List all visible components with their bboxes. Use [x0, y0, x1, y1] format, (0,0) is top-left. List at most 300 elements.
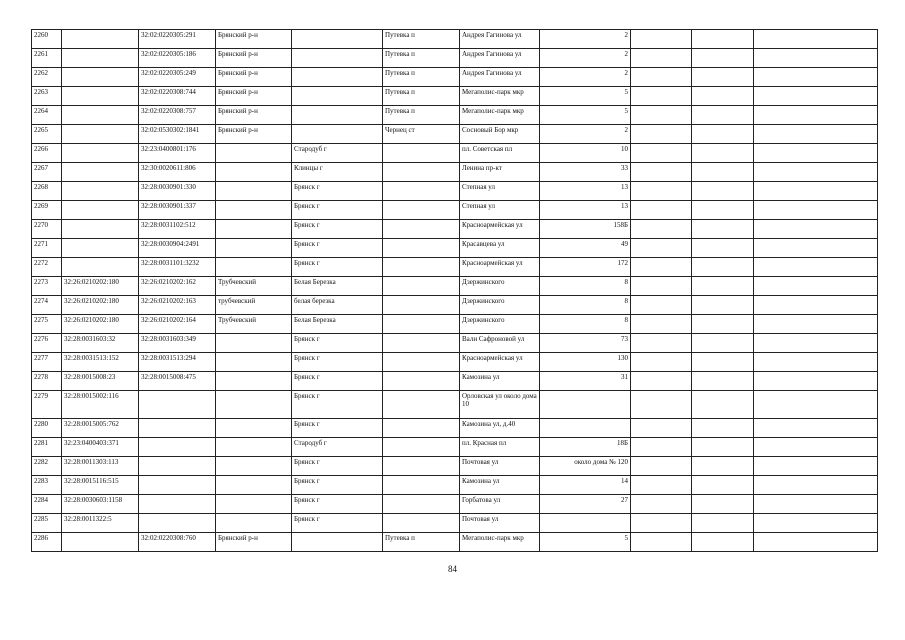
row-number-cell: 2271	[32, 239, 62, 258]
object-cadastral-number-cell	[139, 419, 216, 438]
street-cell: Дзержинского	[460, 277, 540, 296]
extra-col-3-cell	[754, 125, 878, 144]
table-row	[32, 163, 878, 182]
settlement-cell	[383, 438, 460, 457]
settlement-cell: Путевка п	[383, 106, 460, 125]
extra-col-2-cell	[692, 201, 754, 220]
house-number-cell: 5	[540, 106, 631, 125]
city-cell: Брянск г	[292, 220, 383, 239]
table-row	[32, 49, 878, 68]
extra-col-2-cell	[692, 182, 754, 201]
extra-col-3-cell	[754, 372, 878, 391]
land-cadastral-number-cell: 32:28:0015116:515	[62, 476, 139, 495]
extra-col-2-cell	[692, 68, 754, 87]
house-number-cell: 172	[540, 258, 631, 277]
district-cell: Брянский р-н	[216, 49, 292, 68]
extra-col-1-cell	[631, 220, 692, 239]
district-cell	[216, 258, 292, 277]
house-number-cell: 2	[540, 49, 631, 68]
extra-col-1-cell	[631, 457, 692, 476]
extra-col-1-cell	[631, 87, 692, 106]
object-cadastral-number-cell: 32:26:0210202:164	[139, 315, 216, 334]
extra-col-2-cell	[692, 277, 754, 296]
extra-col-3-cell	[754, 296, 878, 315]
object-cadastral-number-cell	[139, 476, 216, 495]
row-number-cell: 2273	[32, 277, 62, 296]
table-row	[32, 457, 878, 476]
address-registry-table	[31, 29, 878, 552]
extra-col-3-cell	[754, 30, 878, 49]
city-cell	[292, 106, 383, 125]
table-row	[32, 182, 878, 201]
street-cell: Дзержинского	[460, 296, 540, 315]
land-cadastral-number-cell: 32:26:0210202:180	[62, 296, 139, 315]
table-row	[32, 144, 878, 163]
street-cell: пл. Красная пл	[460, 438, 540, 457]
land-cadastral-number-cell: 32:28:0015002:116	[62, 391, 139, 419]
district-cell	[216, 334, 292, 353]
row-number-cell: 2274	[32, 296, 62, 315]
street-cell: Почтовая ул	[460, 514, 540, 533]
extra-col-3-cell	[754, 49, 878, 68]
extra-col-3-cell	[754, 353, 878, 372]
extra-col-2-cell	[692, 30, 754, 49]
object-cadastral-number-cell	[139, 457, 216, 476]
extra-col-3-cell	[754, 201, 878, 220]
table-row	[32, 296, 878, 315]
house-number-cell: 8	[540, 315, 631, 334]
street-cell: Степная ул	[460, 201, 540, 220]
land-cadastral-number-cell: 32:23:0400403:371	[62, 438, 139, 457]
extra-col-2-cell	[692, 220, 754, 239]
street-cell: Почтовая ул	[460, 457, 540, 476]
house-number-cell: 49	[540, 239, 631, 258]
house-number-cell: 13	[540, 182, 631, 201]
extra-col-3-cell	[754, 239, 878, 258]
street-cell: Красавцева ул	[460, 239, 540, 258]
extra-col-1-cell	[631, 68, 692, 87]
land-cadastral-number-cell	[62, 220, 139, 239]
row-number-cell: 2286	[32, 533, 62, 552]
table-row	[32, 30, 878, 49]
settlement-cell	[383, 419, 460, 438]
row-number-cell: 2281	[32, 438, 62, 457]
land-cadastral-number-cell: 32:28:0031603:32	[62, 334, 139, 353]
extra-col-1-cell	[631, 419, 692, 438]
extra-col-1-cell	[631, 438, 692, 457]
object-cadastral-number-cell	[139, 495, 216, 514]
city-cell: Белая Березка	[292, 315, 383, 334]
extra-col-2-cell	[692, 258, 754, 277]
extra-col-2-cell	[692, 106, 754, 125]
extra-col-2-cell	[692, 438, 754, 457]
row-number-cell: 2279	[32, 391, 62, 419]
table-row	[32, 239, 878, 258]
settlement-cell	[383, 144, 460, 163]
object-cadastral-number-cell: 32:28:0031101:3232	[139, 258, 216, 277]
extra-col-2-cell	[692, 476, 754, 495]
object-cadastral-number-cell: 32:23:0400801:176	[139, 144, 216, 163]
district-cell	[216, 495, 292, 514]
object-cadastral-number-cell: 32:28:0031513:294	[139, 353, 216, 372]
extra-col-2-cell	[692, 49, 754, 68]
row-number-cell: 2266	[32, 144, 62, 163]
row-number-cell: 2272	[32, 258, 62, 277]
settlement-cell	[383, 258, 460, 277]
district-cell	[216, 144, 292, 163]
row-number-cell: 2283	[32, 476, 62, 495]
settlement-cell: Путевка п	[383, 49, 460, 68]
table-row	[32, 87, 878, 106]
street-cell: Ленина пр-кт	[460, 163, 540, 182]
street-cell: Сосновый Бор мкр	[460, 125, 540, 144]
district-cell: Брянский р-н	[216, 87, 292, 106]
street-cell: Камозина ул	[460, 476, 540, 495]
land-cadastral-number-cell: 32:26:0210202:180	[62, 315, 139, 334]
land-cadastral-number-cell	[62, 533, 139, 552]
city-cell	[292, 30, 383, 49]
city-cell	[292, 125, 383, 144]
district-cell	[216, 353, 292, 372]
row-number-cell: 2285	[32, 514, 62, 533]
extra-col-2-cell	[692, 495, 754, 514]
extra-col-1-cell	[631, 391, 692, 419]
row-number-cell: 2276	[32, 334, 62, 353]
extra-col-2-cell	[692, 125, 754, 144]
object-cadastral-number-cell: 32:02:0530302:1841	[139, 125, 216, 144]
land-cadastral-number-cell	[62, 125, 139, 144]
city-cell: Стародуб г	[292, 144, 383, 163]
extra-col-1-cell	[631, 372, 692, 391]
settlement-cell	[383, 514, 460, 533]
street-cell: Андрея Гагинова ул	[460, 49, 540, 68]
district-cell	[216, 514, 292, 533]
city-cell: Брянск г	[292, 419, 383, 438]
extra-col-3-cell	[754, 182, 878, 201]
city-cell: Брянск г	[292, 457, 383, 476]
street-cell: Андрея Гагинова ул	[460, 68, 540, 87]
extra-col-2-cell	[692, 514, 754, 533]
row-number-cell: 2265	[32, 125, 62, 144]
settlement-cell	[383, 391, 460, 419]
row-number-cell: 2282	[32, 457, 62, 476]
extra-col-2-cell	[692, 372, 754, 391]
district-cell	[216, 457, 292, 476]
city-cell: Брянск г	[292, 514, 383, 533]
city-cell	[292, 87, 383, 106]
extra-col-1-cell	[631, 315, 692, 334]
house-number-cell	[540, 419, 631, 438]
table-row	[32, 201, 878, 220]
extra-col-2-cell	[692, 391, 754, 419]
city-cell	[292, 68, 383, 87]
district-cell	[216, 239, 292, 258]
extra-col-2-cell	[692, 144, 754, 163]
extra-col-2-cell	[692, 163, 754, 182]
table-row	[32, 391, 878, 419]
extra-col-3-cell	[754, 476, 878, 495]
object-cadastral-number-cell	[139, 514, 216, 533]
extra-col-2-cell	[692, 87, 754, 106]
table-row	[32, 315, 878, 334]
table-row	[32, 476, 878, 495]
object-cadastral-number-cell: 32:28:0031102:512	[139, 220, 216, 239]
settlement-cell	[383, 476, 460, 495]
row-number-cell: 2270	[32, 220, 62, 239]
district-cell	[216, 201, 292, 220]
settlement-cell	[383, 353, 460, 372]
extra-col-1-cell	[631, 106, 692, 125]
extra-col-2-cell	[692, 315, 754, 334]
city-cell: Брянск г	[292, 353, 383, 372]
extra-col-3-cell	[754, 87, 878, 106]
land-cadastral-number-cell	[62, 201, 139, 220]
extra-col-1-cell	[631, 144, 692, 163]
table-row	[32, 277, 878, 296]
settlement-cell: Путевка п	[383, 87, 460, 106]
settlement-cell	[383, 163, 460, 182]
land-cadastral-number-cell: 32:28:0030603:1158	[62, 495, 139, 514]
table-row	[32, 353, 878, 372]
extra-col-1-cell	[631, 353, 692, 372]
object-cadastral-number-cell: 32:02:0220308:744	[139, 87, 216, 106]
land-cadastral-number-cell	[62, 30, 139, 49]
street-cell: Андрея Гагинова ул	[460, 30, 540, 49]
object-cadastral-number-cell: 32:26:0210202:163	[139, 296, 216, 315]
land-cadastral-number-cell: 32:26:0210202:180	[62, 277, 139, 296]
settlement-cell	[383, 315, 460, 334]
city-cell: Белая Березка	[292, 277, 383, 296]
street-cell: Камозина ул, д.40	[460, 419, 540, 438]
extra-col-3-cell	[754, 163, 878, 182]
table-row	[32, 220, 878, 239]
street-cell: Красноармейская ул	[460, 353, 540, 372]
row-number-cell: 2268	[32, 182, 62, 201]
extra-col-1-cell	[631, 49, 692, 68]
settlement-cell	[383, 372, 460, 391]
object-cadastral-number-cell: 32:02:0220308:760	[139, 533, 216, 552]
table-row	[32, 438, 878, 457]
extra-col-3-cell	[754, 495, 878, 514]
settlement-cell: Чернец ст	[383, 125, 460, 144]
street-cell: Камозина ул	[460, 372, 540, 391]
extra-col-3-cell	[754, 419, 878, 438]
city-cell: Брянск г	[292, 391, 383, 419]
extra-col-1-cell	[631, 258, 692, 277]
house-number-cell: 31	[540, 372, 631, 391]
city-cell: Брянск г	[292, 239, 383, 258]
table-row	[32, 68, 878, 87]
table-row	[32, 334, 878, 353]
house-number-cell: 2	[540, 30, 631, 49]
house-number-cell: 14	[540, 476, 631, 495]
house-number-cell: 5	[540, 533, 631, 552]
street-cell: Горбатова ул	[460, 495, 540, 514]
settlement-cell	[383, 334, 460, 353]
row-number-cell: 2277	[32, 353, 62, 372]
city-cell	[292, 533, 383, 552]
extra-col-1-cell	[631, 30, 692, 49]
city-cell: белая березка	[292, 296, 383, 315]
land-cadastral-number-cell	[62, 49, 139, 68]
object-cadastral-number-cell: 32:30:0020611:806	[139, 163, 216, 182]
settlement-cell	[383, 277, 460, 296]
table-body	[32, 30, 878, 552]
house-number-cell: 2	[540, 125, 631, 144]
land-cadastral-number-cell: 32:28:0015008:23	[62, 372, 139, 391]
extra-col-3-cell	[754, 334, 878, 353]
extra-col-1-cell	[631, 239, 692, 258]
settlement-cell	[383, 239, 460, 258]
extra-col-1-cell	[631, 495, 692, 514]
district-cell: Брянский р-н	[216, 533, 292, 552]
row-number-cell: 2260	[32, 30, 62, 49]
district-cell: Трубчевский	[216, 315, 292, 334]
extra-col-1-cell	[631, 201, 692, 220]
extra-col-3-cell	[754, 514, 878, 533]
land-cadastral-number-cell	[62, 163, 139, 182]
house-number-cell: 13	[540, 201, 631, 220]
extra-col-1-cell	[631, 476, 692, 495]
row-number-cell: 2278	[32, 372, 62, 391]
settlement-cell	[383, 495, 460, 514]
house-number-cell: 33	[540, 163, 631, 182]
extra-col-1-cell	[631, 182, 692, 201]
table-row	[32, 533, 878, 552]
house-number-cell: 8	[540, 296, 631, 315]
object-cadastral-number-cell: 32:26:0210202:162	[139, 277, 216, 296]
city-cell	[292, 49, 383, 68]
city-cell: Брянск г	[292, 201, 383, 220]
object-cadastral-number-cell	[139, 438, 216, 457]
table-row	[32, 419, 878, 438]
house-number-cell: около дома № 120	[540, 457, 631, 476]
extra-col-3-cell	[754, 438, 878, 457]
row-number-cell: 2280	[32, 419, 62, 438]
district-cell	[216, 391, 292, 419]
table-row	[32, 514, 878, 533]
house-number-cell: 27	[540, 495, 631, 514]
settlement-cell	[383, 457, 460, 476]
row-number-cell: 2275	[32, 315, 62, 334]
district-cell	[216, 163, 292, 182]
extra-col-3-cell	[754, 258, 878, 277]
extra-col-2-cell	[692, 296, 754, 315]
street-cell: Красноармейская ул	[460, 258, 540, 277]
extra-col-2-cell	[692, 533, 754, 552]
page-number: 84	[448, 564, 457, 574]
settlement-cell: Путевка п	[383, 30, 460, 49]
street-cell: Мегаполис-парк мкр	[460, 533, 540, 552]
land-cadastral-number-cell: 32:28:0011303:113	[62, 457, 139, 476]
city-cell: Клинцы г	[292, 163, 383, 182]
street-cell: Дзержинского	[460, 315, 540, 334]
land-cadastral-number-cell	[62, 144, 139, 163]
settlement-cell	[383, 182, 460, 201]
extra-col-1-cell	[631, 296, 692, 315]
table-row	[32, 372, 878, 391]
extra-col-2-cell	[692, 419, 754, 438]
city-cell: Брянск г	[292, 476, 383, 495]
object-cadastral-number-cell: 32:28:0030904:2491	[139, 239, 216, 258]
house-number-cell: 130	[540, 353, 631, 372]
extra-col-3-cell	[754, 533, 878, 552]
land-cadastral-number-cell	[62, 87, 139, 106]
district-cell	[216, 419, 292, 438]
settlement-cell	[383, 296, 460, 315]
extra-col-3-cell	[754, 391, 878, 419]
settlement-cell	[383, 220, 460, 239]
row-number-cell: 2261	[32, 49, 62, 68]
extra-col-3-cell	[754, 106, 878, 125]
street-cell: Орловская ул около дома 10	[460, 391, 540, 419]
extra-col-3-cell	[754, 220, 878, 239]
district-cell	[216, 182, 292, 201]
object-cadastral-number-cell: 32:28:0030901:337	[139, 201, 216, 220]
house-number-cell	[540, 391, 631, 419]
row-number-cell: 2264	[32, 106, 62, 125]
extra-col-3-cell	[754, 277, 878, 296]
object-cadastral-number-cell: 32:28:0030901:330	[139, 182, 216, 201]
land-cadastral-number-cell	[62, 258, 139, 277]
city-cell: Брянск г	[292, 334, 383, 353]
house-number-cell: 5	[540, 87, 631, 106]
extra-col-1-cell	[631, 163, 692, 182]
district-cell: Трубчевский	[216, 277, 292, 296]
extra-col-2-cell	[692, 353, 754, 372]
table-row	[32, 106, 878, 125]
city-cell: Брянск г	[292, 372, 383, 391]
house-number-cell: 18Б	[540, 438, 631, 457]
house-number-cell: 8	[540, 277, 631, 296]
settlement-cell: Путевка п	[383, 68, 460, 87]
row-number-cell: 2269	[32, 201, 62, 220]
row-number-cell: 2267	[32, 163, 62, 182]
street-cell: Вали Сафроновой ул	[460, 334, 540, 353]
row-number-cell: 2263	[32, 87, 62, 106]
table-row	[32, 125, 878, 144]
settlement-cell: Путевка п	[383, 533, 460, 552]
land-cadastral-number-cell: 32:28:0031513:152	[62, 353, 139, 372]
city-cell: Стародуб г	[292, 438, 383, 457]
city-cell: Брянск г	[292, 258, 383, 277]
street-cell: пл. Советская пл	[460, 144, 540, 163]
extra-col-3-cell	[754, 144, 878, 163]
object-cadastral-number-cell: 32:02:0220308:757	[139, 106, 216, 125]
street-cell: Красноармейская ул	[460, 220, 540, 239]
land-cadastral-number-cell: 32:28:0015005:762	[62, 419, 139, 438]
extra-col-2-cell	[692, 334, 754, 353]
house-number-cell: 2	[540, 68, 631, 87]
city-cell: Брянск г	[292, 495, 383, 514]
land-cadastral-number-cell	[62, 182, 139, 201]
object-cadastral-number-cell	[139, 391, 216, 419]
street-cell: Степная ул	[460, 182, 540, 201]
district-cell: Брянский р-н	[216, 68, 292, 87]
house-number-cell: 73	[540, 334, 631, 353]
city-cell: Брянск г	[292, 182, 383, 201]
table-row	[32, 495, 878, 514]
land-cadastral-number-cell	[62, 106, 139, 125]
house-number-cell: 10	[540, 144, 631, 163]
object-cadastral-number-cell: 32:02:0220305:186	[139, 49, 216, 68]
land-cadastral-number-cell	[62, 68, 139, 87]
extra-col-1-cell	[631, 533, 692, 552]
extra-col-1-cell	[631, 277, 692, 296]
object-cadastral-number-cell: 32:02:0220305:291	[139, 30, 216, 49]
extra-col-2-cell	[692, 239, 754, 258]
extra-col-3-cell	[754, 315, 878, 334]
